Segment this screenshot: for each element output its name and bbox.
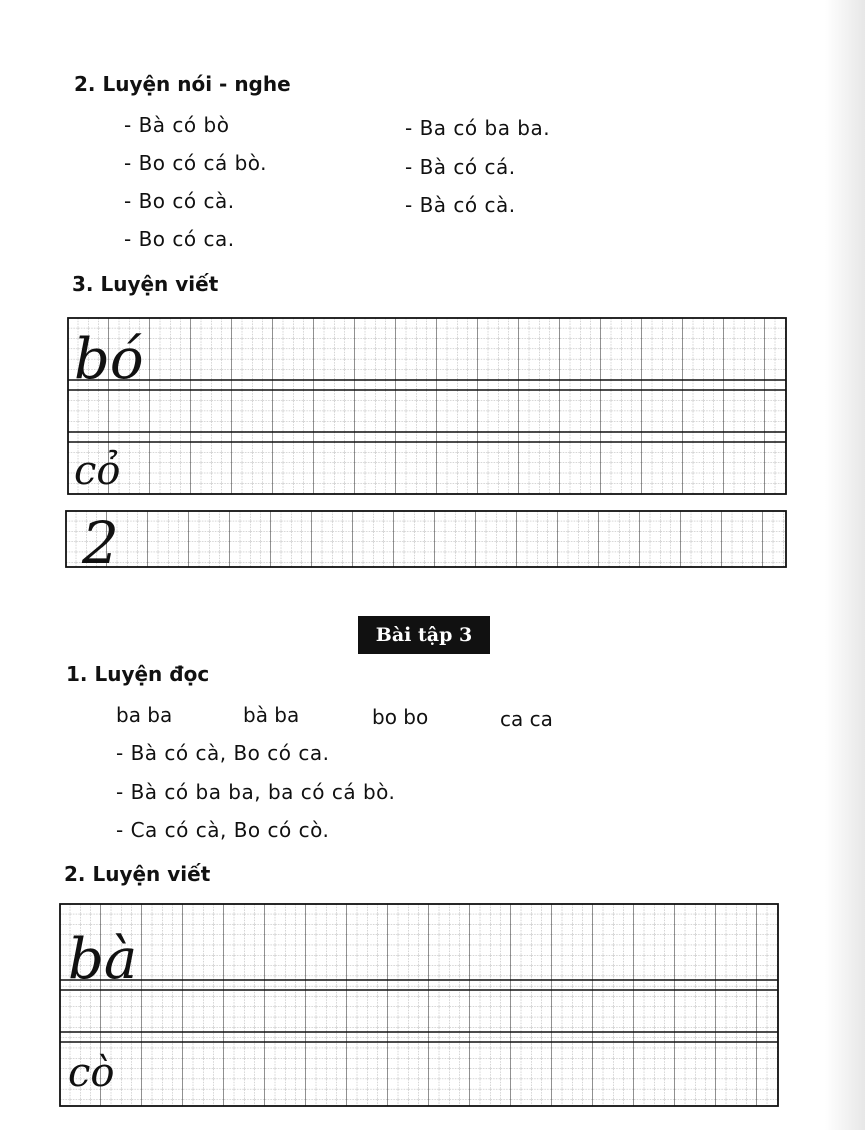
- sample-letter-ba: bà: [68, 927, 138, 992]
- writing-grid-1[interactable]: [68, 318, 786, 494]
- writing-section-2-title: 2. Luyện viết: [64, 862, 211, 886]
- number-writing-grid[interactable]: [66, 509, 786, 577]
- exercise-badge: Bài tập 3: [358, 616, 490, 654]
- speaking-line: - Bà có bò: [124, 113, 230, 137]
- speaking-line: - Bo có cá bò.: [124, 151, 268, 175]
- speaking-line: - Ba có ba ba.: [405, 116, 551, 140]
- speaking-section-title: 2. Luyện nói - nghe: [74, 72, 291, 96]
- sample-number-2: 2: [82, 509, 119, 577]
- speaking-line: - Bo có cà.: [124, 189, 235, 213]
- page-edge-shadow: [825, 0, 865, 1130]
- reading-word: ba ba: [116, 703, 173, 727]
- reading-sentence: - Bà có ba ba, ba có cá bò.: [116, 780, 396, 804]
- speaking-line: - Bà có cá.: [405, 155, 516, 179]
- reading-sentence: - Bà có cà, Bo có ca.: [116, 741, 330, 765]
- reading-sentence: - Ca có cà, Bo có cò.: [116, 818, 330, 842]
- writing-grid-2[interactable]: [60, 904, 778, 1106]
- sample-letter-co: cỏ: [74, 448, 121, 494]
- speaking-line: - Bo có ca.: [124, 227, 235, 251]
- speaking-line: - Bà có cà.: [405, 193, 516, 217]
- writing-section-title: 3. Luyện viết: [72, 272, 219, 296]
- reading-word: bà ba: [243, 703, 300, 727]
- reading-word: ca ca: [500, 707, 553, 731]
- sample-letter-bo: bó: [74, 327, 144, 392]
- reading-word: bo bo: [372, 705, 429, 729]
- reading-section-title: 1. Luyện đọc: [66, 662, 210, 686]
- sample-letter-co-2: cò: [68, 1050, 115, 1096]
